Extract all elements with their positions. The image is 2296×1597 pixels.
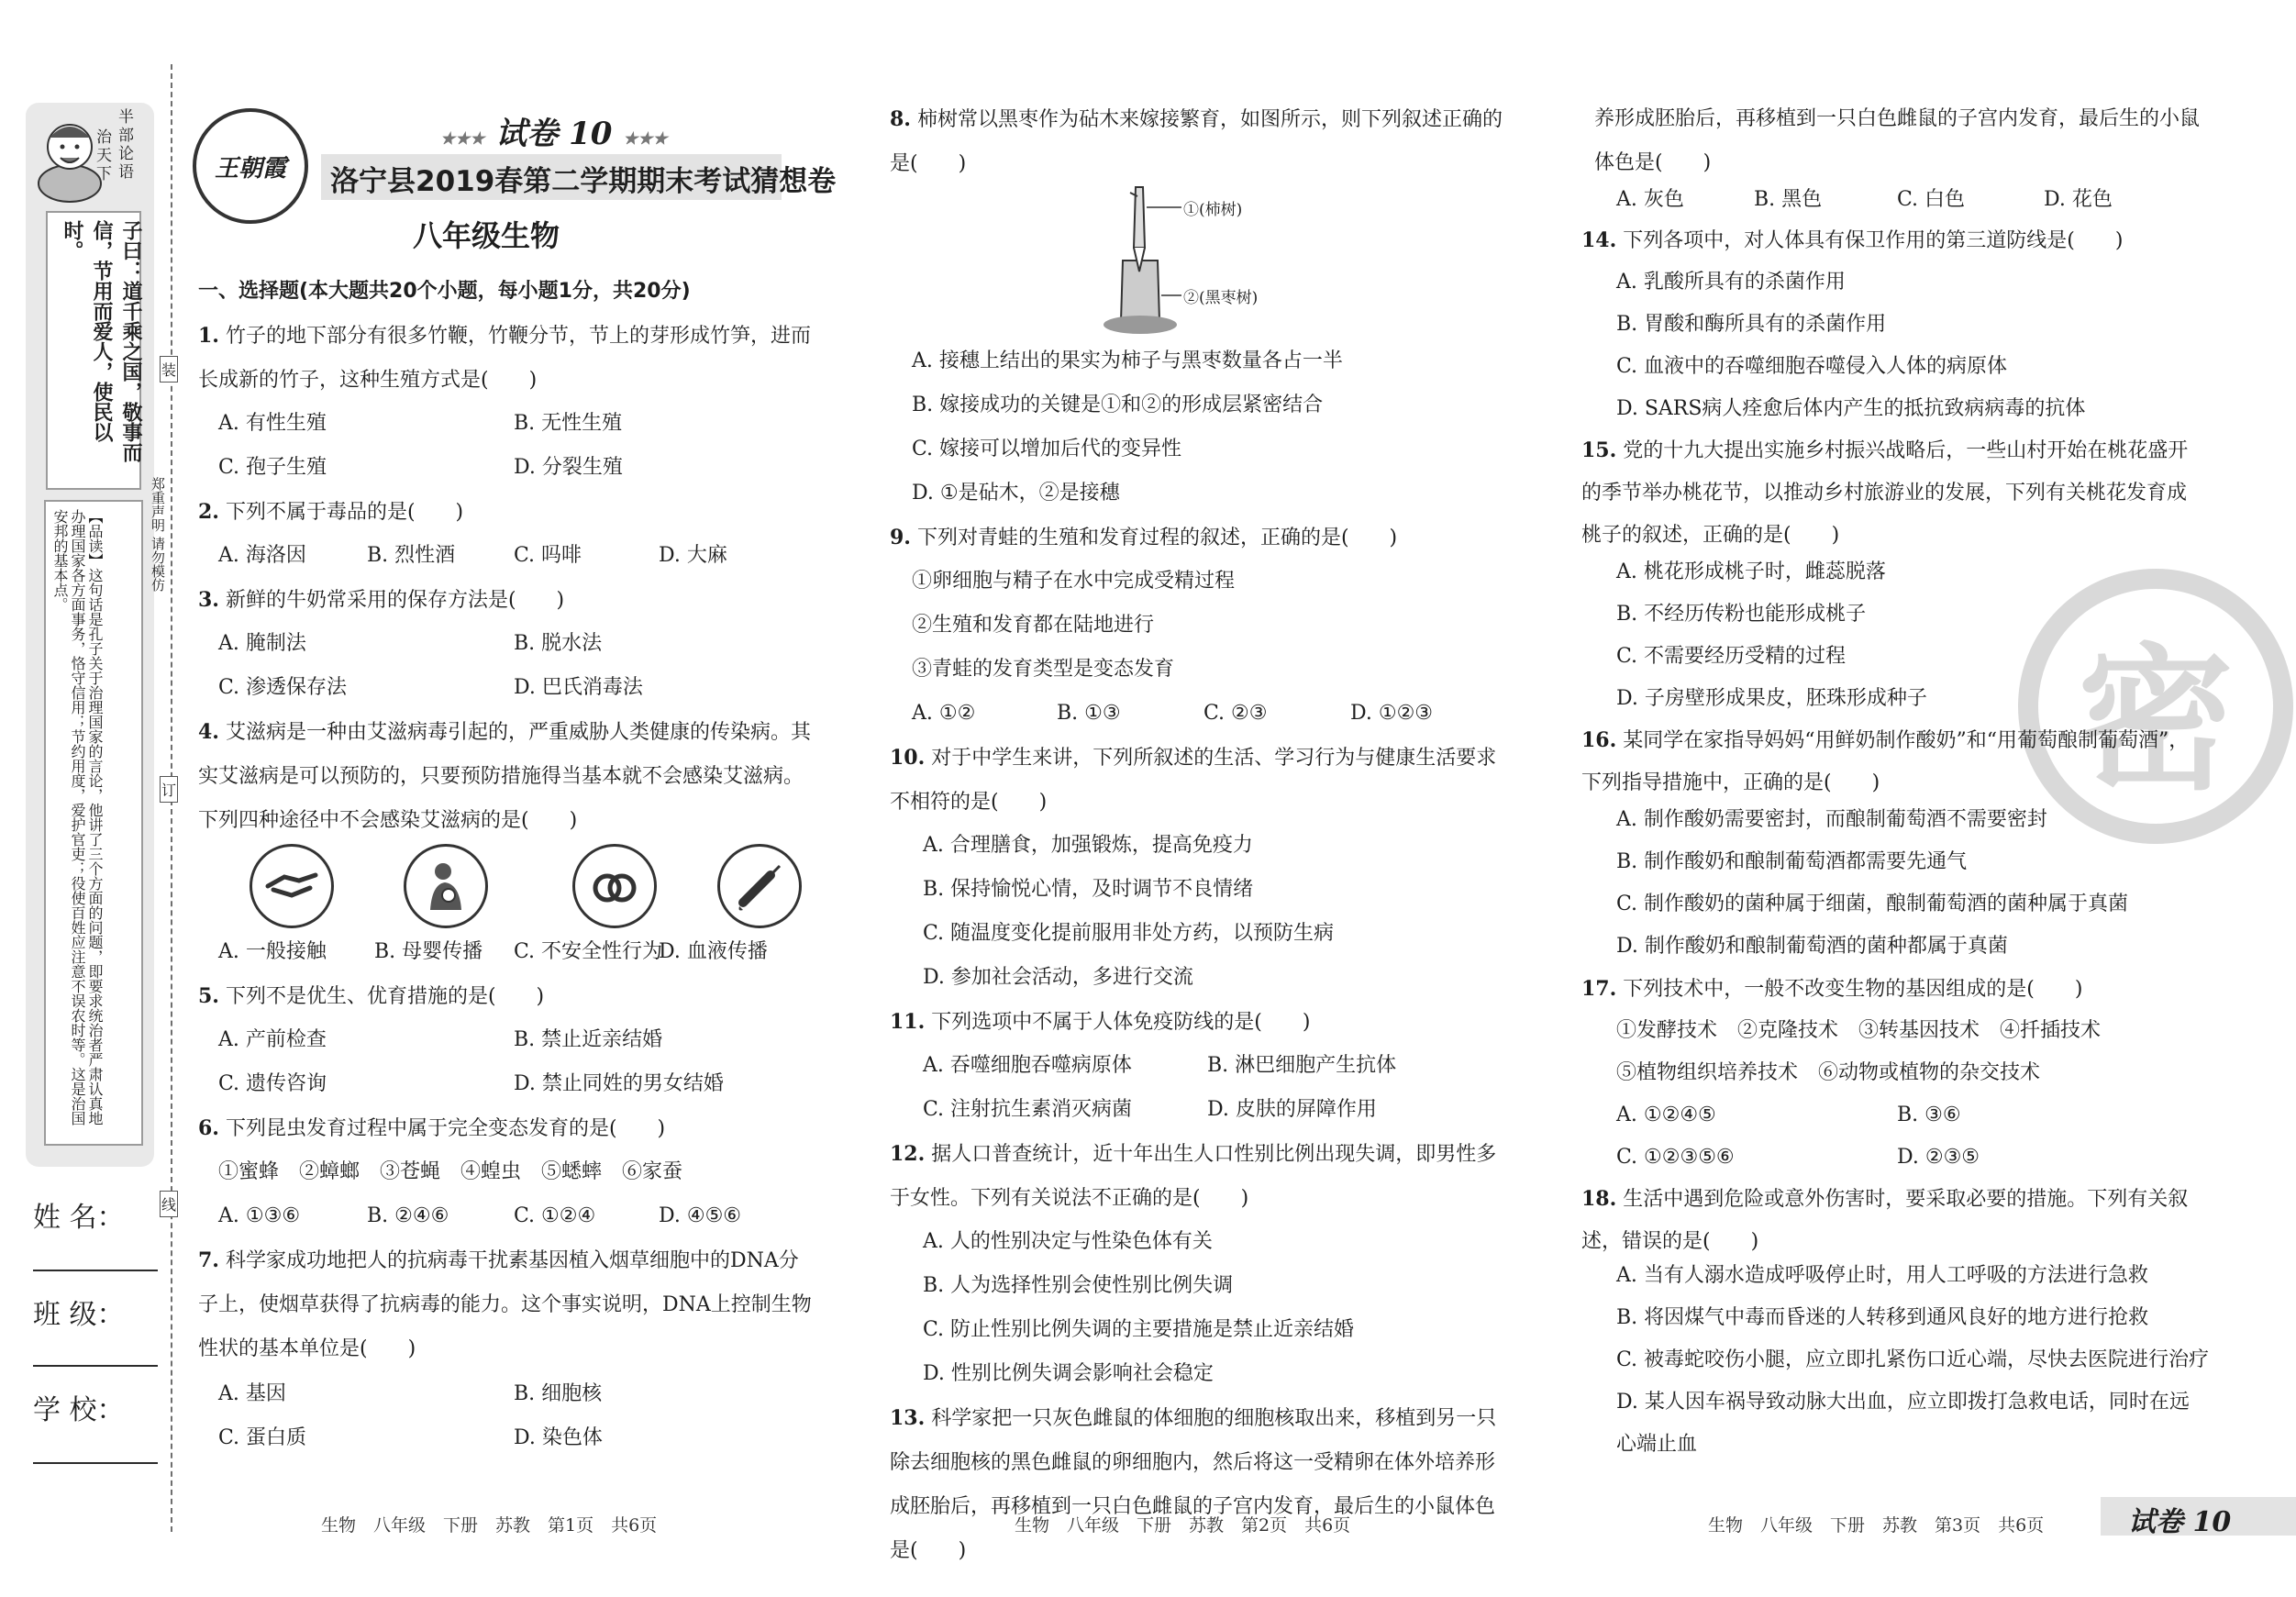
option-b[interactable]: B. 无性生殖 <box>514 412 623 435</box>
option-b[interactable]: B. ①③ <box>1057 702 1121 725</box>
option-c[interactable]: C. 孢子生殖 <box>218 456 327 479</box>
badge-char: 论 <box>115 145 133 163</box>
page-footer: 生物 八年级 下册 苏教 第1页 共6页 <box>321 1515 658 1536</box>
handshake-icon <box>250 844 334 928</box>
option-a[interactable]: A. 合理膳食，加强锻炼，提高免疫力 <box>923 834 1253 857</box>
question-9 <box>890 516 1397 560</box>
question-text: 生活中遇到危险或意外伤害时，要采取必要的措施。下列有关叙述，错误的是( ) <box>1581 1188 2189 1253</box>
option-b[interactable]: B. 人为选择性别会使性别比例失调 <box>923 1274 1234 1297</box>
question-text: 新鲜的牛奶常采用的保存方法是( ) <box>225 589 565 612</box>
badge-char: 语 <box>115 163 133 182</box>
option-c[interactable]: C. 嫁接可以增加后代的变异性 <box>912 438 1182 460</box>
question-18 <box>1581 1178 2200 1263</box>
option-b[interactable]: B. ②④⑥ <box>367 1204 449 1227</box>
question-number: 17. <box>1581 977 1617 1001</box>
question-text: 据人口普查统计，近十年出生人口性别比例出现失调，即男性多于女性。下列有关说法不正确的是( ) <box>890 1143 1497 1210</box>
pindu-box <box>44 500 143 1146</box>
question-items: ⑤植物组织培养技术 ⑥动物或植物的杂交技术 <box>1616 1061 2041 1084</box>
class-field[interactable] <box>33 1365 158 1367</box>
option-a[interactable]: A. 接穗上结出的果实为柿子与黑枣数量各占一半 <box>912 349 1343 372</box>
option-c[interactable]: C. 不需要经历受精的过程 <box>1616 645 1847 668</box>
option-a[interactable]: A. 产前检查 <box>218 1028 327 1051</box>
option-c[interactable]: C. 随温度变化提前服用非处方药，以预防生病 <box>923 922 1335 945</box>
subject-title: 八年级生物 <box>412 218 560 253</box>
cut-label: 订 <box>160 776 178 803</box>
option-d[interactable]: D. 染色体 <box>514 1426 603 1449</box>
option-d[interactable]: D. 血液传播 <box>659 940 768 963</box>
question-items: ①发酵技术 ②克隆技术 ③转基因技术 ④扦插技术 <box>1616 1019 2102 1042</box>
option-d[interactable]: D. SARS病人痊愈后体内产生的抵抗致病病毒的抗体 <box>1616 397 2086 420</box>
question-3 <box>198 578 564 623</box>
option-a[interactable]: A. 有性生殖 <box>218 412 327 435</box>
series-text: 试卷 10 <box>495 116 613 152</box>
option-b[interactable]: B. 胃酸和酶所具有的杀菌作用 <box>1616 313 1887 336</box>
question-14 <box>1581 218 2123 263</box>
school-field[interactable] <box>33 1462 158 1464</box>
option-b[interactable]: B. 细胞核 <box>514 1382 603 1405</box>
brand-logo-text: 王朝霞 <box>214 154 286 183</box>
name-label: 姓 名： <box>33 1202 125 1234</box>
option-d[interactable]: D. ①是砧木，②是接穗 <box>912 482 1120 505</box>
brand-logo <box>193 108 308 224</box>
option-a[interactable]: A. ①③⑥ <box>218 1204 301 1227</box>
cut-note: 郑重声明 请勿模仿 <box>150 477 166 592</box>
question-6 <box>198 1106 665 1151</box>
option-c[interactable]: C. ②③ <box>1203 702 1268 725</box>
question-number: 16. <box>1581 728 1617 752</box>
question-number: 10. <box>890 746 926 770</box>
badge-char: 天 <box>93 147 111 165</box>
option-a[interactable]: A. 腌制法 <box>218 632 306 655</box>
option-b[interactable]: B. 将因煤气中毒而昏迷的人转移到通风良好的地方进行抢救 <box>1616 1306 2149 1329</box>
option-b[interactable]: B. ③⑥ <box>1897 1103 1961 1126</box>
option-a[interactable]: A. 制作酸奶需要密封，而酿制葡萄酒不需要密封 <box>1616 808 2047 831</box>
option-d[interactable]: D. 花色 <box>2044 188 2113 211</box>
option-b[interactable]: B. 脱水法 <box>514 632 603 655</box>
question-15 <box>1581 429 2200 557</box>
mother-baby-icon <box>404 844 488 928</box>
option-b[interactable]: B. 制作酸奶和酿制葡萄酒都需要先通气 <box>1616 850 1968 873</box>
footer-tag: 试卷 10 <box>2128 1506 2232 1538</box>
question-number: 9. <box>890 526 911 549</box>
question-text: 科学家成功地把人的抗病毒干扰素基因植入烟草细胞中的DNA分子上，使烟草获得了抗病毒的能力。这个事实说明，DNA上控制生物性状的基本单位是( ) <box>198 1249 812 1360</box>
option-b[interactable]: B. 嫁接成功的关键是①和②的形成层紧密结合 <box>912 394 1324 416</box>
option-c[interactable]: C. 注射抗生素消灭病菌 <box>923 1098 1133 1121</box>
page-footer: 生物 八年级 下册 苏教 第2页 共6页 <box>1015 1515 1351 1536</box>
option-a[interactable]: A. ①② <box>912 702 976 725</box>
question-text: 下列各项中，对人体具有保卫作用的第三道防线是( ) <box>1623 229 2124 252</box>
question-text: 下列技术中，一般不改变生物的基因组成的是( ) <box>1623 978 2083 1001</box>
option-c[interactable]: C. 防止性别比例失调的主要措施是禁止近亲结婚 <box>923 1318 1355 1341</box>
question-number: 4. <box>198 720 219 744</box>
statement: ①卵细胞与精子在水中完成受精过程 <box>912 570 1236 593</box>
question-text: 下列不是优生、优育措施的是( ) <box>225 985 545 1008</box>
page-footer: 生物 八年级 下册 苏教 第3页 共6页 <box>1708 1515 2045 1536</box>
statement: ②生殖和发育都在陆地进行 <box>912 614 1155 637</box>
question-text: 某同学在家指导妈妈“用鲜奶制作酸奶”和“用葡萄酿制葡萄酒”，下列指导措施中，正确的是( ) <box>1581 729 2190 794</box>
question-17 <box>1581 967 2082 1012</box>
watermark-text: 密 <box>2077 627 2234 812</box>
question-number: 6. <box>198 1116 219 1140</box>
option-a[interactable]: A. 吞噬细胞吞噬病原体 <box>923 1054 1132 1077</box>
question-4 <box>198 710 813 843</box>
diagram-label-1: ①(柿树) <box>1183 201 1243 219</box>
question-5 <box>198 974 544 1019</box>
sidebar-badge <box>114 108 134 209</box>
option-c[interactable]: C. 渗透保存法 <box>218 676 348 699</box>
option-d[interactable]: D. 性别比例失调会影响社会稳定 <box>923 1362 1214 1385</box>
option-c[interactable]: C. 制作酸奶的菌种属于细菌，酿制葡萄酒的菌种属于真菌 <box>1616 893 2129 915</box>
section-heading: 一、选择题(本大题共20个小题，每小题1分，共20分) <box>198 280 691 303</box>
question-number: 7. <box>198 1248 219 1272</box>
question-1 <box>198 314 813 403</box>
option-a[interactable]: A. 当有人溺水造成呼吸停止时，用人工呼吸的方法进行急救 <box>1616 1264 2148 1287</box>
question-text: 下列不属于毒品的是( ) <box>225 501 464 524</box>
question-13-continued <box>1594 97 2200 185</box>
star-icon: ★★★ <box>440 129 485 149</box>
option-c[interactable]: C. 血液中的吞噬细胞吞噬侵入人体的病原体 <box>1616 355 2008 378</box>
option-c[interactable]: C. 蛋白质 <box>218 1426 307 1449</box>
question-number: 13. <box>890 1406 926 1430</box>
option-d[interactable]: D. 制作酸奶和酿制葡萄酒的菌种都属于真菌 <box>1616 935 2008 958</box>
cut-label: 线 <box>160 1191 178 1217</box>
question-text: 艾滋病是一种由艾滋病毒引起的，严重威胁人类健康的传染病。其实艾滋病是可以预防的，只要预防措施得当基本就不会感染艾滋病。下列四种途径中不会感染艾滋病的是( ) <box>198 721 811 832</box>
option-b[interactable]: B. 黑色 <box>1754 188 1823 211</box>
option-c[interactable]: C. ①②④ <box>514 1204 596 1227</box>
question-number: 14. <box>1581 228 1617 252</box>
question-number: 2. <box>198 500 219 524</box>
option-a[interactable]: A. 桃花形成桃子时，雌蕊脱落 <box>1616 560 1886 583</box>
class-label: 班 级： <box>33 1299 125 1331</box>
question-8 <box>890 97 1504 186</box>
badge-char: 下 <box>93 165 111 183</box>
option-a[interactable]: A. ①②④⑤ <box>1616 1103 1716 1126</box>
question-text: 下列选项中不属于人体免疫防线的是( ) <box>931 1011 1311 1034</box>
option-c[interactable]: C. 被毒蛇咬伤小腿，应立即扎紧伤口近心端，尽快去医院进行治疗 <box>1616 1348 2210 1371</box>
syringe-icon <box>717 844 802 928</box>
option-d[interactable]: D. 皮肤的屏障作用 <box>1207 1098 1377 1121</box>
option-b[interactable]: B. 淋巴细胞产生抗体 <box>1207 1054 1397 1077</box>
question-number: 1. <box>198 324 219 348</box>
question-number: 11. <box>890 1010 926 1034</box>
option-d[interactable]: D. 子房壁形成果皮，胚珠形成种子 <box>1616 687 1927 710</box>
sidebar-badge-2 <box>92 128 112 211</box>
question-number: 12. <box>890 1142 926 1166</box>
question-text: 对于中学生来讲，下列所叙述的生活、学习行为与健康生活要求不相符的是( ) <box>890 747 1497 814</box>
question-number: 18. <box>1581 1187 1617 1211</box>
option-a[interactable]: A. 人的性别决定与性染色体有关 <box>923 1230 1213 1253</box>
question-12 <box>890 1132 1504 1221</box>
school-label: 学 校： <box>33 1394 125 1426</box>
option-d[interactable]: D. 参加社会活动，多进行交流 <box>923 966 1193 989</box>
option-d[interactable]: D. 禁止同姓的男女结婚 <box>514 1072 724 1095</box>
question-10 <box>890 736 1504 825</box>
option-d[interactable]: D. 分裂生殖 <box>514 456 623 479</box>
option-b[interactable]: B. 保持愉悦心情，及时调节不良情绪 <box>923 878 1254 901</box>
option-d[interactable]: D. ②③⑤ <box>1897 1146 1980 1169</box>
question-text: 柿树常以黑枣作为砧木来嫁接繁育，如图所示，则下列叙述正确的是( ) <box>890 108 1503 175</box>
question-2 <box>198 490 463 535</box>
badge-char: 治 <box>93 128 111 147</box>
star-icon: ★★★ <box>623 129 668 149</box>
option-c[interactable]: C. 白色 <box>1897 188 1966 211</box>
option-a[interactable]: A. 一般接触 <box>218 940 327 963</box>
option-c[interactable]: C. 遗传咨询 <box>218 1072 327 1095</box>
option-a[interactable]: A. 灰色 <box>1616 188 1684 211</box>
diagram-label-2: ②(黑枣树) <box>1183 289 1259 307</box>
option-c[interactable]: C. 吗啡 <box>514 544 582 567</box>
question-text: 党的十九大提出实施乡村振兴战略后，一些山村开始在桃花盛开的季节举办桃花节，以推动乡村旅游业的发展，下列有关桃花发育成桃子的叙述，正确的是( ) <box>1581 439 2189 547</box>
option-d[interactable]: D. ④⑤⑥ <box>659 1204 742 1227</box>
option-b[interactable]: B. 不经历传粉也能形成桃子 <box>1616 603 1867 626</box>
option-d[interactable]: D. ①②③ <box>1350 702 1434 725</box>
question-number: 8. <box>890 107 911 131</box>
question-7 <box>198 1238 813 1371</box>
question-text: 科学家把一只灰色雌鼠的体细胞的细胞核取出来，移植到另一只除去细胞核的黑色雌鼠的卵细胞内，然后将这一受精卵在体外培养形成胚胎后，再移植到一只白色雌鼠的子宫内发育，最后生的小鼠体色是( ) <box>890 1407 1497 1562</box>
option-b[interactable]: B. 烈性酒 <box>367 544 456 567</box>
question-number: 15. <box>1581 438 1617 462</box>
badge-char: 半 <box>115 108 133 127</box>
exam-title: 洛宁县2019春第二学期期末考试猜想卷 <box>330 165 837 198</box>
option-a[interactable]: A. 乳酸所具有的杀菌作用 <box>1616 271 1846 294</box>
series-label <box>440 108 668 153</box>
cut-label: 装 <box>160 356 178 383</box>
option-a[interactable]: A. 海洛因 <box>218 544 306 567</box>
question-number: 3. <box>198 588 219 612</box>
option-c[interactable]: C. 不安全性行为 <box>514 940 663 963</box>
badge-char: 部 <box>115 127 133 145</box>
question-text: 下列对青蛙的生殖和发育过程的叙述，正确的是( ) <box>916 527 1398 549</box>
question-text: 竹子的地下部分有很多竹鞭，竹鞭分节，节上的芽形成竹笋，进而长成新的竹子，这种生殖方式是( ) <box>198 325 811 392</box>
option-b[interactable]: B. 母婴传播 <box>374 940 483 963</box>
option-a[interactable]: A. 基因 <box>218 1382 286 1405</box>
option-b[interactable]: B. 禁止近亲结婚 <box>514 1028 663 1051</box>
option-c[interactable]: C. ①②③⑤⑥ <box>1616 1146 1735 1169</box>
option-d[interactable]: D. 大麻 <box>659 544 727 567</box>
quote-text: 子曰：道千乘之国，敬事而信，节用而爱人，使民以时。 <box>61 220 142 462</box>
question-number: 5. <box>198 984 219 1008</box>
statement: ③青蛙的发育类型是变态发育 <box>912 658 1175 681</box>
question-16 <box>1581 719 2200 804</box>
name-field[interactable] <box>33 1270 158 1271</box>
question-items: ①蜜蜂 ②蟑螂 ③苍蝇 ④蝗虫 ⑤蟋蟀 ⑥家蚕 <box>218 1160 683 1183</box>
question-text-continued: 养形成胚胎后，再移植到一只白色雌鼠的子宫内发育，最后生的小鼠体色是( ) <box>1594 107 2201 174</box>
rings-icon <box>572 844 657 928</box>
pindu-text: 【品读】这句话是孔子关于治理国家的言论，他讲了三个方面的问题，即要求统治者严肃认真地办理国家各方面事务，恪守信用；节约用度，爱护官吏；役使百姓应注意不误农时等。这是治国安邦的基本点。 <box>51 509 104 1126</box>
option-d[interactable]: D. 某人因车祸导致动脉大出血，应立即拨打急救电话，同时在远心端止血 <box>1616 1391 2190 1456</box>
option-d[interactable]: D. 巴氏消毒法 <box>514 676 643 699</box>
question-text: 下列昆虫发育过程中属于完全变态发育的是( ) <box>225 1117 666 1140</box>
question-11 <box>890 1000 1310 1045</box>
